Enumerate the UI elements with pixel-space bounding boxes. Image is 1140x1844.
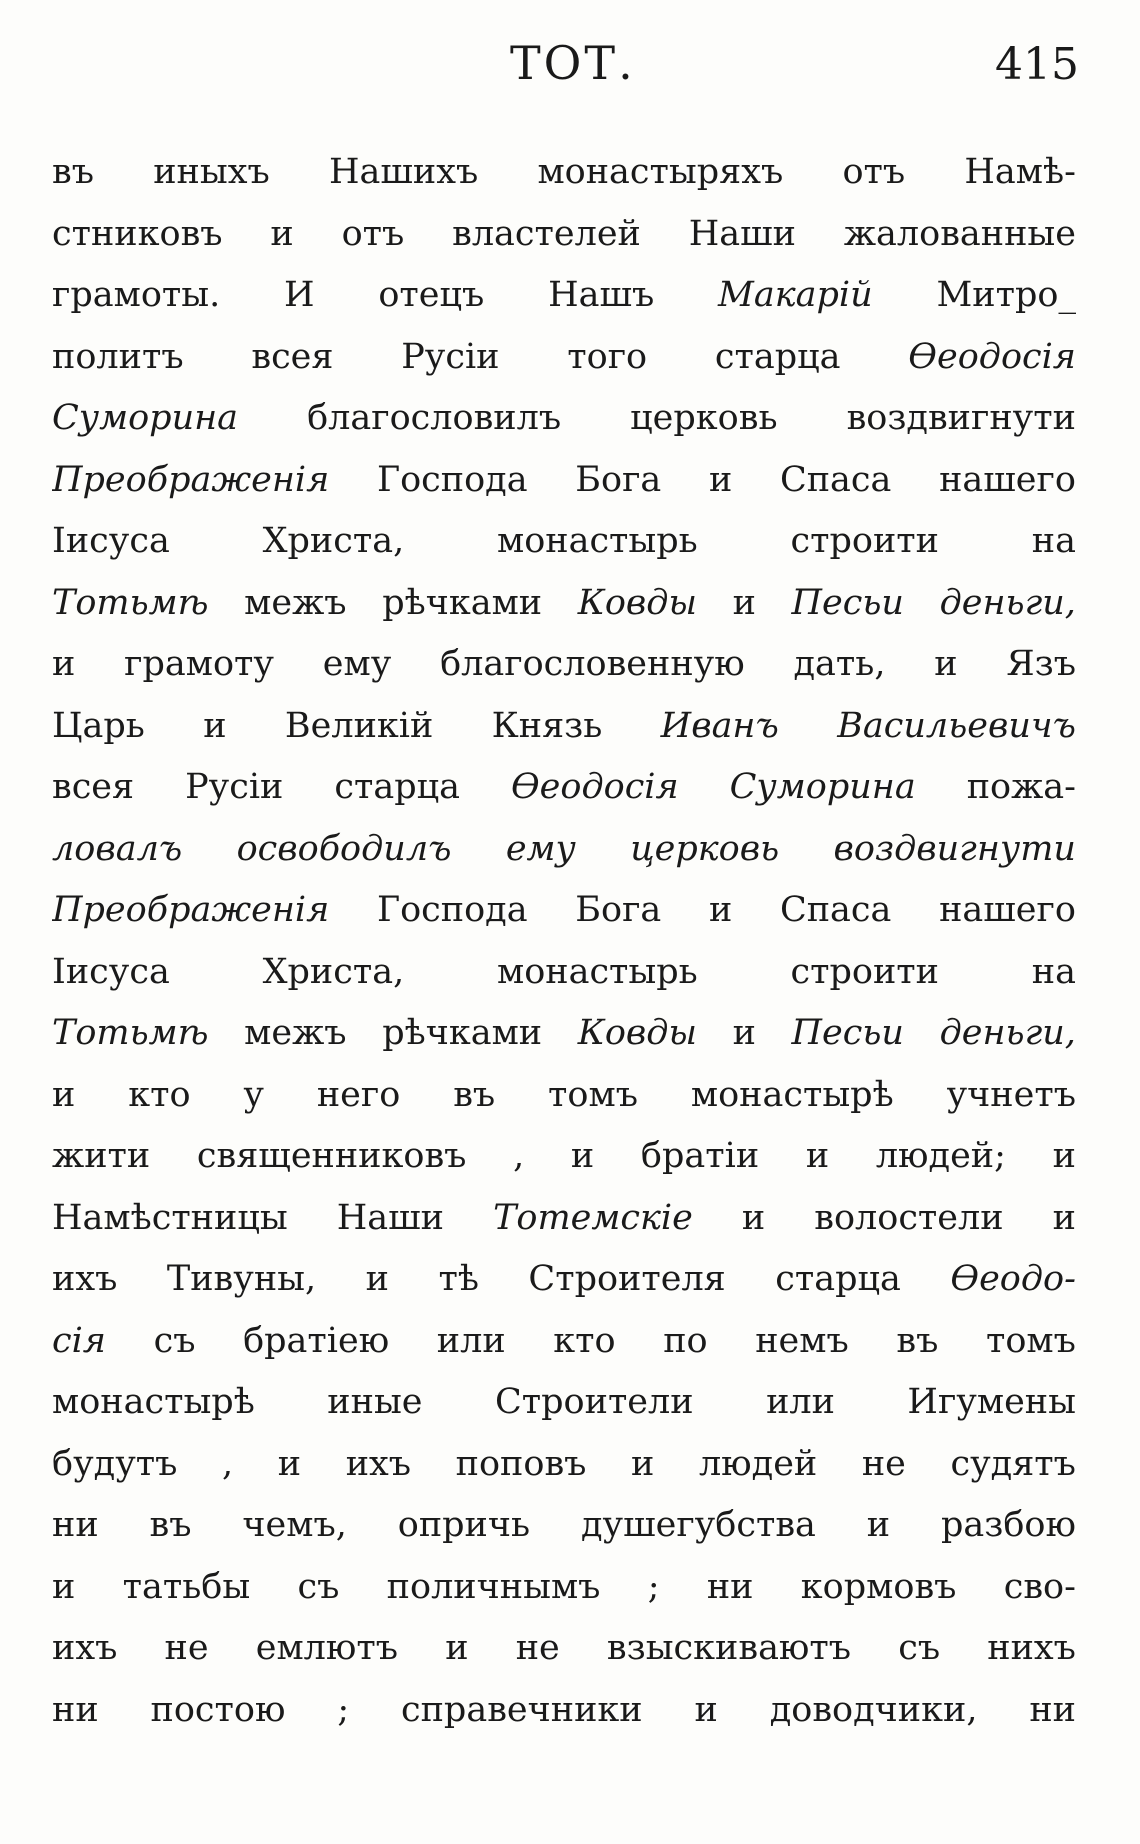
word: Иванъ bbox=[660, 705, 779, 746]
word: Суморина bbox=[52, 398, 239, 438]
text-line bbox=[52, 757, 1076, 819]
word: иныхъ bbox=[153, 152, 270, 192]
running-head: ТОТ. bbox=[510, 36, 636, 90]
word: поличнымъ bbox=[386, 1566, 601, 1607]
word: Тотьмѣ bbox=[52, 1013, 209, 1053]
word: Строителя bbox=[528, 1259, 726, 1299]
word: деньги, bbox=[939, 1013, 1076, 1053]
text-line bbox=[52, 1372, 1076, 1434]
word: Христа, bbox=[262, 521, 405, 561]
word: него bbox=[316, 1074, 401, 1115]
word: жалованные bbox=[843, 213, 1076, 254]
word: и bbox=[203, 705, 227, 746]
text-line bbox=[52, 1249, 1076, 1311]
word: немъ bbox=[755, 1320, 849, 1361]
word: Царь bbox=[52, 705, 145, 746]
word: и bbox=[741, 1197, 766, 1238]
text-line bbox=[52, 1311, 1076, 1373]
word: или bbox=[436, 1320, 506, 1361]
word: Макарій bbox=[718, 275, 873, 315]
word: Язъ bbox=[1006, 644, 1076, 684]
word: и bbox=[52, 1566, 76, 1607]
word: отецъ bbox=[378, 275, 485, 315]
word: деньги, bbox=[939, 582, 1076, 623]
word: у bbox=[243, 1074, 264, 1115]
text-line bbox=[52, 1434, 1076, 1496]
text-line bbox=[52, 1188, 1076, 1250]
word: всея bbox=[251, 336, 334, 377]
word: и bbox=[52, 1074, 76, 1115]
word: церковь bbox=[630, 398, 778, 438]
word: ; bbox=[337, 1689, 350, 1730]
word: Бога bbox=[575, 459, 662, 500]
word: томъ bbox=[985, 1320, 1076, 1361]
word: братіею bbox=[243, 1320, 390, 1361]
body-text bbox=[52, 142, 1076, 1741]
word: и bbox=[732, 1013, 756, 1053]
word: сво- bbox=[1003, 1566, 1076, 1607]
word: поповъ bbox=[455, 1443, 587, 1484]
word: Песьи bbox=[791, 582, 904, 623]
word: монастырѣ bbox=[52, 1382, 255, 1422]
word: грамоту bbox=[124, 644, 274, 684]
word: , bbox=[513, 1136, 525, 1176]
word: Христа, bbox=[262, 951, 405, 992]
word: Бога bbox=[575, 890, 662, 930]
word: Спаса bbox=[779, 459, 892, 500]
word: въ bbox=[52, 152, 94, 192]
text-line bbox=[52, 1680, 1076, 1742]
word: кто bbox=[553, 1320, 616, 1361]
word: съ bbox=[297, 1566, 340, 1607]
word: Игумены bbox=[907, 1382, 1076, 1422]
word: ни bbox=[52, 1689, 99, 1730]
word: нашего bbox=[939, 459, 1076, 500]
word: на bbox=[1031, 521, 1076, 561]
word: не bbox=[861, 1443, 906, 1484]
word: Ковды bbox=[577, 582, 697, 623]
word: И bbox=[284, 275, 315, 315]
word: Ѳеодо- bbox=[950, 1259, 1076, 1299]
word: и bbox=[631, 1443, 655, 1484]
word: стниковъ bbox=[52, 213, 223, 254]
word: Наши bbox=[688, 213, 796, 254]
text-line bbox=[52, 327, 1076, 389]
word: рѣчками bbox=[382, 1013, 543, 1053]
text-line bbox=[52, 1065, 1076, 1127]
word: старца bbox=[334, 767, 460, 807]
text-line bbox=[52, 573, 1076, 635]
text-line bbox=[52, 942, 1076, 1004]
word: отъ bbox=[842, 152, 906, 192]
word: Русіи bbox=[401, 336, 500, 377]
word: Господа bbox=[376, 459, 528, 500]
text-line bbox=[52, 511, 1076, 573]
text-line bbox=[52, 1126, 1076, 1188]
word: ни bbox=[706, 1566, 754, 1607]
word: ; bbox=[647, 1566, 660, 1607]
word: воздвигнути bbox=[833, 828, 1076, 869]
word: съ bbox=[898, 1628, 941, 1668]
word: тѣ bbox=[438, 1259, 479, 1299]
word: и bbox=[708, 890, 733, 930]
word: людей bbox=[698, 1443, 818, 1484]
word: Іисуса bbox=[52, 521, 170, 561]
word: дать, bbox=[793, 644, 886, 684]
text-line bbox=[52, 450, 1076, 512]
word: по bbox=[663, 1320, 708, 1361]
text-line bbox=[52, 1495, 1076, 1557]
word: ему bbox=[322, 644, 392, 684]
word: ему bbox=[505, 828, 576, 869]
word: политъ bbox=[52, 336, 184, 377]
text-line bbox=[52, 265, 1076, 327]
word: и bbox=[732, 582, 756, 623]
word: старца bbox=[775, 1259, 901, 1299]
word: строити bbox=[790, 521, 939, 561]
word: съ bbox=[153, 1320, 196, 1361]
word: и bbox=[445, 1628, 469, 1668]
word: священниковъ bbox=[196, 1136, 467, 1176]
word: Ѳеодосія bbox=[510, 767, 679, 807]
word: будутъ bbox=[52, 1443, 178, 1484]
word: и bbox=[708, 459, 733, 500]
word: и bbox=[270, 213, 294, 254]
word: Ѳеодосія bbox=[908, 336, 1076, 377]
word: Суморина bbox=[729, 767, 916, 807]
text-line bbox=[52, 696, 1076, 758]
word: монастырѣ bbox=[690, 1074, 894, 1115]
word: и bbox=[934, 644, 958, 684]
word: нихъ bbox=[987, 1628, 1076, 1668]
word: ловалъ bbox=[52, 828, 183, 869]
word: не bbox=[515, 1628, 560, 1668]
word: доводчики, bbox=[769, 1689, 978, 1730]
word: церковь bbox=[630, 828, 780, 869]
word: ихъ bbox=[52, 1628, 118, 1668]
word: Нашихъ bbox=[328, 152, 479, 192]
word: , bbox=[222, 1443, 234, 1484]
word: учнетъ bbox=[946, 1074, 1076, 1115]
word: опричь bbox=[397, 1505, 531, 1545]
word: ихъ bbox=[52, 1259, 118, 1299]
word: Тотемскіе bbox=[493, 1197, 693, 1238]
word: монастырь bbox=[496, 521, 698, 561]
word: и bbox=[570, 1136, 595, 1176]
text-line bbox=[52, 880, 1076, 942]
word: Преображенія bbox=[52, 459, 330, 500]
word: и bbox=[1052, 1197, 1076, 1238]
word: Тивуны, bbox=[166, 1259, 317, 1299]
word: Іисуса bbox=[52, 951, 170, 992]
word: не bbox=[164, 1628, 209, 1668]
word: Великій bbox=[284, 705, 434, 746]
word: Намѣстницы bbox=[52, 1197, 288, 1238]
word: Князь bbox=[491, 705, 603, 746]
word: нашего bbox=[939, 890, 1076, 930]
text-line bbox=[52, 204, 1076, 266]
word: и bbox=[277, 1443, 302, 1484]
text-line bbox=[52, 1618, 1076, 1680]
word: ни bbox=[1029, 1689, 1076, 1730]
word: Спаса bbox=[779, 890, 892, 930]
word: разбою bbox=[940, 1505, 1076, 1545]
word: въ bbox=[149, 1505, 192, 1545]
word: грамоты. bbox=[52, 275, 221, 315]
word: Наши bbox=[336, 1197, 445, 1238]
word: и bbox=[866, 1505, 891, 1545]
word: Тотьмѣ bbox=[52, 582, 209, 623]
word: Васильевичъ bbox=[837, 705, 1076, 746]
word: пожа- bbox=[966, 767, 1076, 807]
word: и bbox=[365, 1259, 389, 1299]
word: межъ bbox=[244, 1013, 347, 1053]
word: кормовъ bbox=[800, 1566, 957, 1607]
word: властелей bbox=[452, 213, 641, 254]
word: и bbox=[52, 644, 76, 684]
word: въ bbox=[896, 1320, 939, 1361]
word: или bbox=[766, 1382, 835, 1422]
word: рѣчками bbox=[382, 582, 543, 623]
word: братіи bbox=[640, 1136, 760, 1176]
word: судятъ bbox=[950, 1443, 1076, 1484]
word: и bbox=[1052, 1136, 1076, 1176]
word: Строители bbox=[495, 1382, 694, 1422]
word: кто bbox=[128, 1074, 191, 1115]
text-line bbox=[52, 819, 1076, 881]
word: освободилъ bbox=[236, 828, 452, 869]
word: душегубства bbox=[580, 1505, 816, 1545]
word: монастырь bbox=[496, 951, 698, 992]
word: воздвигнути bbox=[846, 398, 1076, 438]
word: взыскиваютъ bbox=[606, 1628, 852, 1668]
text-line bbox=[52, 388, 1076, 450]
word: иные bbox=[327, 1382, 423, 1422]
word: Намѣ- bbox=[964, 152, 1076, 192]
word: Ковды bbox=[577, 1013, 697, 1053]
word: жити bbox=[52, 1136, 151, 1176]
word: емлютъ bbox=[255, 1628, 399, 1668]
word: на bbox=[1031, 951, 1076, 992]
word: строити bbox=[790, 951, 939, 992]
page-header bbox=[0, 28, 1140, 98]
word: всея bbox=[52, 767, 135, 807]
text-line bbox=[52, 1003, 1076, 1065]
word: Господа bbox=[376, 890, 528, 930]
word: томъ bbox=[548, 1074, 638, 1115]
word: Митро_ bbox=[936, 275, 1076, 315]
page-number: 415 bbox=[995, 39, 1079, 90]
word: людей; bbox=[875, 1136, 1006, 1176]
word: благословилъ bbox=[307, 398, 562, 438]
word: того bbox=[567, 336, 648, 377]
word: ихъ bbox=[345, 1443, 412, 1484]
word: благословенную bbox=[440, 644, 745, 684]
word: монастыряхъ bbox=[537, 152, 784, 192]
word: старца bbox=[714, 336, 841, 377]
word: межъ bbox=[244, 582, 347, 623]
word: сія bbox=[52, 1320, 106, 1361]
word: Преображенія bbox=[52, 890, 330, 930]
word: волостели bbox=[814, 1197, 1004, 1238]
text-line bbox=[52, 142, 1076, 204]
word: справечники bbox=[401, 1689, 643, 1730]
word: Песьи bbox=[791, 1013, 904, 1053]
word: Русіи bbox=[185, 767, 284, 807]
word: и bbox=[694, 1689, 718, 1730]
word: Нашъ bbox=[548, 275, 655, 315]
word: ни bbox=[52, 1505, 99, 1545]
word: чемъ, bbox=[242, 1505, 347, 1545]
word: и bbox=[805, 1136, 830, 1176]
word: постою bbox=[150, 1689, 286, 1730]
text-line bbox=[52, 634, 1076, 696]
word: въ bbox=[453, 1074, 496, 1115]
word: отъ bbox=[341, 213, 405, 254]
text-line bbox=[52, 1557, 1076, 1619]
word: татьбы bbox=[122, 1566, 251, 1607]
